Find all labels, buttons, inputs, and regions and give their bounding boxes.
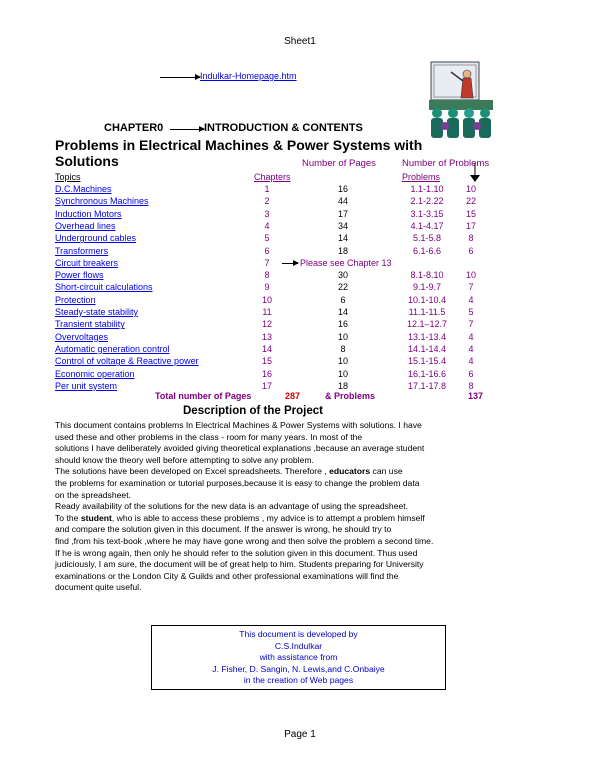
total-pages-label: Total number of Pages: [155, 391, 252, 401]
problem-count: 22: [465, 196, 477, 207]
paragraph-line: examinations or the London City & Guilds and other professional examinations will find the: [55, 570, 399, 581]
topic-link[interactable]: Underground cables: [55, 233, 137, 244]
problem-count: 4: [468, 294, 474, 305]
problem-range: 1.1-1.10: [410, 184, 444, 194]
topic-link[interactable]: Circuit breakers: [55, 257, 119, 268]
total-pages-value: 287: [285, 391, 301, 401]
pages-note: Please see Chapter 13: [300, 257, 392, 268]
problem-count: 7: [468, 282, 474, 293]
chapter-number: 1: [264, 184, 270, 194]
chapter-number: 14: [261, 343, 273, 354]
total-problems-value: 137: [468, 391, 484, 401]
total-problems-label: & Problems: [325, 391, 376, 401]
problem-range: 17.1-17.8: [407, 380, 447, 391]
chapter-number: 2: [264, 196, 270, 207]
problem-count: 17: [465, 220, 477, 231]
chapter-number: 8: [264, 270, 270, 281]
paragraph-line: used these and other problems in the class - room for many years. In most of the: [55, 431, 363, 442]
problem-range: 2.1-2.22: [410, 196, 444, 207]
paragraph-line: on the spreadsheet.: [55, 489, 131, 500]
page-count: 18: [337, 245, 349, 256]
topic-link[interactable]: Protection: [55, 294, 96, 305]
sheet-title: Sheet1: [284, 36, 316, 47]
topic-link[interactable]: Transient stability: [55, 319, 125, 330]
chapter-label: CHAPTER0: [104, 122, 164, 134]
page-count: 30: [337, 270, 349, 281]
topic-link[interactable]: Short-circuit calculations: [55, 282, 153, 293]
credits-line: with assistance from: [259, 652, 338, 662]
problem-count: 4: [468, 343, 474, 354]
page-count: 16: [337, 184, 349, 194]
down-arrow-icon: [468, 163, 482, 183]
topic-link[interactable]: Induction Motors: [55, 208, 122, 219]
chapter-number: 7: [264, 257, 270, 268]
problem-range: 4.1-4.17: [410, 220, 444, 231]
problem-count: 15: [465, 208, 477, 219]
page-title-line2: Solutions: [55, 153, 119, 169]
page-count: 10: [337, 356, 349, 367]
paragraph-line: The solutions have been developed on Excel spreadsheets. Therefore , educators can use: [55, 466, 403, 477]
topics-header: Topics: [55, 172, 81, 182]
chapter-title: INTRODUCTION & CONTENTS: [204, 122, 363, 134]
header-number-of-problems: Number of Problems: [402, 158, 490, 169]
chapter-number: 6: [264, 245, 270, 256]
chapter-number: 16: [261, 368, 273, 379]
credits-line: This document is developed by: [239, 629, 358, 639]
problem-range: 11.1-11.5: [408, 307, 446, 317]
topic-link[interactable]: Automatic generation control: [55, 343, 170, 354]
topic-link[interactable]: Synchronous Machines: [55, 196, 149, 207]
homepage-link[interactable]: Indulkar-Homepage.htm: [200, 71, 297, 81]
problem-count: 10: [465, 270, 477, 281]
chapter-number: 17: [261, 380, 273, 391]
chapter-number: 9: [264, 282, 270, 293]
link-arrow-icon: [160, 77, 200, 78]
topic-link[interactable]: Overvoltages: [55, 331, 109, 342]
page-count: 17: [337, 208, 349, 219]
problem-count: 4: [468, 331, 474, 342]
chapter-number: 12: [261, 319, 273, 330]
chapter-number: 13: [261, 331, 273, 342]
chapter-number: 3: [264, 208, 270, 219]
chapter-number: 10: [261, 294, 273, 305]
paragraph-line: To the student, who is able to access these problems , my advice is to attempt a problem himself: [55, 512, 425, 523]
paragraph-line: This document contains problems In Electrical Machines & Power Systems with solutions. I have: [55, 420, 422, 430]
page-count: 10: [337, 368, 349, 379]
page-footer: Page 1: [284, 729, 316, 740]
topic-link[interactable]: Per unit system: [55, 380, 118, 391]
page-count: 18: [337, 380, 349, 391]
topic-link[interactable]: D.C.Machines: [55, 184, 112, 194]
topic-link[interactable]: Economic operation: [55, 368, 135, 379]
paragraph-line: find ,from his text-book ,where he may have gone wrong and then solve the problem a second time.: [55, 536, 434, 546]
problem-range: 9.1-9.7: [412, 282, 442, 293]
problem-count: 6: [468, 368, 474, 379]
problem-range: 16.1-16.6: [407, 368, 447, 379]
paragraph-line: and compare the solution given in this document. If the answer is wrong, he should try to: [55, 524, 392, 535]
chapter7-arrow-icon: [282, 263, 298, 264]
topic-link[interactable]: Transformers: [55, 245, 109, 256]
page-count: 14: [337, 307, 349, 317]
paragraph-line: document quite useful.: [55, 582, 142, 593]
header-number-of-pages: Number of Pages: [302, 158, 376, 169]
credits-line: J. Fisher, D. Sangin, N. Lewis,and C.Onbaiye: [212, 663, 385, 674]
problem-range: 10.1-10.4: [407, 294, 447, 305]
paragraph-line: the problems for examination or tutorial purposes,because it is easy to change the problem data: [55, 478, 420, 488]
problem-count: 5: [468, 307, 474, 317]
problem-range: 12.1–12.7: [406, 319, 448, 330]
problems-header: Problems: [402, 172, 441, 182]
problem-range: 6.1-6.6: [412, 245, 442, 256]
paragraph-line: should know the theory well before attempting to solve any problem.: [55, 454, 314, 465]
chapter-arrow-icon: [170, 129, 204, 130]
paragraph-line: If he is wrong again, then only he should refer to the solution given in this document. Thus used: [55, 547, 418, 558]
classroom-presenter-icon: [423, 60, 498, 140]
paragraph-line: judiciously, I am sure, the document will be of great help to him. Students preparing for University: [55, 559, 424, 570]
page-title-line1: Problems in Electrical Machines & Power Systems with: [55, 137, 423, 153]
topic-link[interactable]: Steady-state stability: [55, 307, 139, 317]
problem-range: 5.1-5.8: [412, 233, 442, 244]
problem-range: 15.1-15.4: [407, 356, 447, 367]
problem-count: 6: [468, 245, 474, 256]
page-count: 16: [337, 319, 349, 330]
problem-count: 10: [465, 184, 477, 194]
credits-box: [151, 625, 446, 690]
page-count: 14: [337, 233, 349, 244]
chapter-number: 11: [262, 307, 272, 317]
page-count: 22: [337, 282, 349, 293]
chapter-number: 15: [261, 356, 273, 367]
chapter-number: 4: [264, 220, 270, 231]
chapter-number: 5: [264, 233, 270, 244]
paragraph-line: solutions I have deliberately avoided giving theoretical explanations ,because an average student: [55, 443, 425, 454]
description-title: Description of the Project: [183, 405, 323, 417]
credits-line: C.S.Indulkar: [274, 640, 323, 651]
topic-link[interactable]: Control of voltage & Reactive power: [55, 356, 199, 367]
page-count: 8: [340, 343, 346, 354]
page-count: 10: [337, 331, 349, 342]
page-count: 34: [337, 220, 349, 231]
problem-range: 14.1-14.4: [407, 343, 447, 354]
topic-link[interactable]: Overhead lines: [55, 220, 116, 231]
credits-line: in the creation of Web pages: [243, 675, 354, 685]
paragraph-line: Ready availability of the solutions for the new data is an advantage of using the spreadsheet.: [55, 501, 409, 512]
problem-count: 8: [468, 233, 474, 244]
page-count: 6: [340, 294, 346, 305]
problem-range: 3.1-3.15: [410, 208, 444, 219]
topic-link[interactable]: Power flows: [55, 270, 104, 281]
problem-range: 8.1-8.10: [410, 270, 444, 281]
page-count: 44: [337, 196, 349, 207]
problem-count: 8: [468, 380, 474, 391]
problem-count: 7: [468, 319, 474, 330]
problem-range: 13.1-13.4: [407, 331, 447, 342]
problem-count: 4: [468, 356, 474, 367]
chapters-header: Chapters: [254, 172, 291, 182]
